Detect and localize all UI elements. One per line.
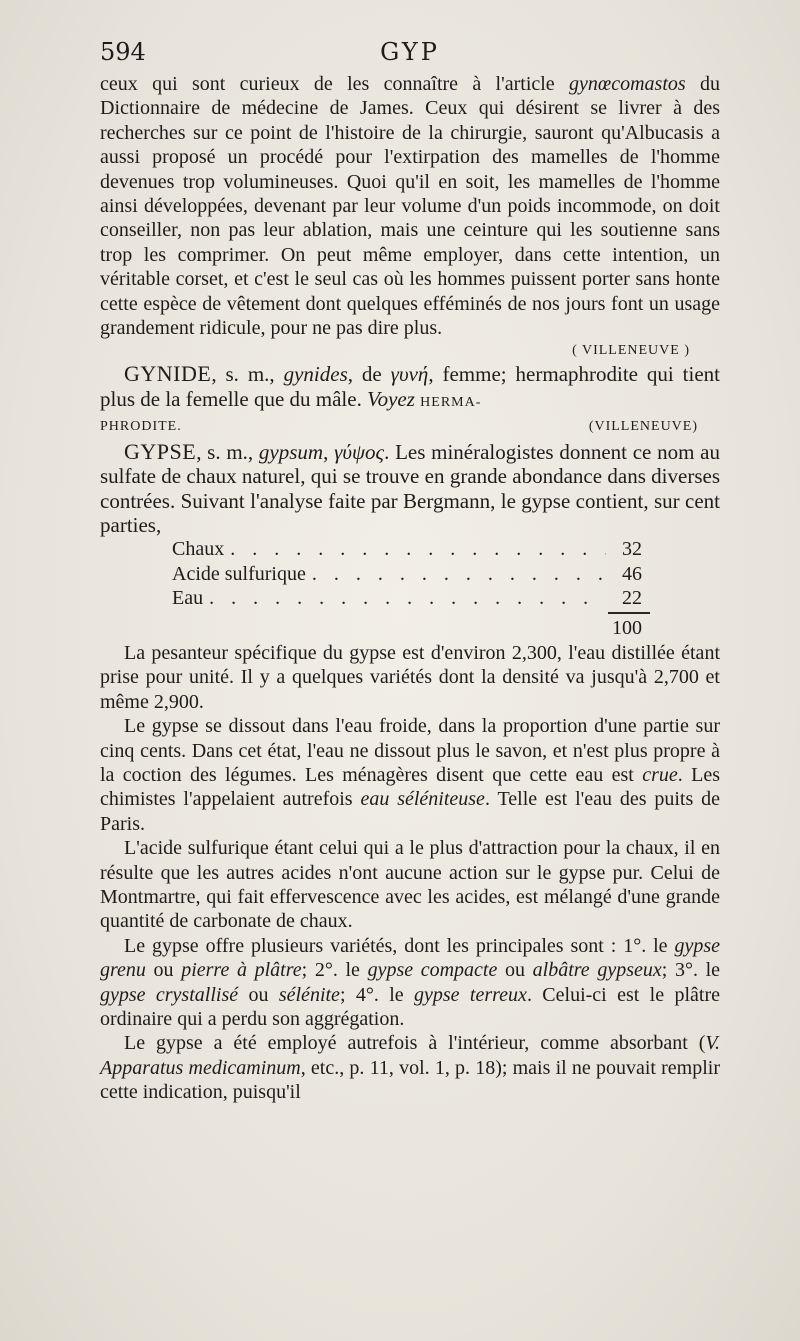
- entry-gypse: GYPSE, s. m., gypsum, γύψος. Les minéralogistes donnent ce nom au sulfate de chaux naturel, qui se trouve en grande abondance dans diverses contrées. Suivant l'analyse faite par Bergmann, le gypse contient, sur cent parties,: [100, 438, 721, 537]
- running-head: GYP: [380, 38, 440, 66]
- paragraph-usage: Le gypse a été employé autrefois à l'intérieur, comme absorbant (V. Apparatus medicaminum, etc., p. 11, vol. 1, p. 18); mais il ne pouvait remplir cette indication, puisqu'il: [100, 1032, 720, 1104]
- signature-villeneuve-2: (VILLENEUVE): [588, 419, 698, 435]
- composition-table: [172, 537, 642, 641]
- table-row: Acide sulfurique . . . 46: [172, 562, 642, 586]
- signature-villeneuve-1: ( VILLENEUVE ): [572, 343, 690, 359]
- paragraph-solubility: Le gypse se dissout dans l'eau froide, dans la proportion d'une partie sur cinq cents. Dans cet état, l'eau ne dissout plus le savon, et n'est plus propre à la coction des légumes. Les ménagères disent que cette eau est crue. Les chimistes l'appelaient autrefois eau séléniteuse. Telle est l'eau des puits de Paris.: [100, 715, 721, 835]
- page-header: [100, 38, 720, 70]
- table-row: Eau . . . 22: [172, 586, 642, 610]
- paragraph-density: La pesanteur spécifique du gypse est d'environ 2,300, l'eau distillée étant prise pour unité. Il y a quelques variétés dont la densité va jusqu'à 2,700 et même 2,900.: [100, 641, 720, 713]
- headword-gypse: GYPSE: [124, 438, 197, 464]
- headword-gynide: GYNIDE: [124, 361, 212, 387]
- entry-gynide: GYNIDE, s. m., gynides, de γυνή, femme; hermaphrodite qui tient plus de la femelle que du mâle. Voyez HERMA-: [100, 361, 721, 411]
- page-number: 594: [100, 38, 146, 66]
- paragraph-acids: L'acide sulfurique étant celui qui a le plus d'attraction pour la chaux, il en résulte que les autres acides n'ont aucune action sur le gypse pur. Celui de Montmartre, qui fait effervescence avec les acides, est mélangé d'une grande quantité de carbonate de chaux.: [100, 837, 720, 933]
- gynide-ref-line: PHRODITE. (VILLENEUVE): [100, 415, 720, 439]
- paragraph-varieties: Le gypse offre plusieurs variétés, dont les principales sont : 1°. le gypse grenu ou pierre à plâtre; 2°. le gypse compacte ou albâtre gypseux; 3°. le gypse crystallisé ou sélénite; 4°. le gypse terreux. Celui-ci est le plâtre ordinaire qui a perdu son aggrégation.: [100, 934, 721, 1030]
- table-total: 100: [612, 617, 642, 640]
- sum-rule: [608, 612, 650, 614]
- continued-paragraph: ceux qui sont curieux de les connaître à l'article gynœcomastos du Dictionnaire de médecine de James. Ceux qui désirent se livrer à des recherches sur ce point de l'histoire de la chirurgie, sauront qu'Albucasis a aussi proposé un procédé pour l'extirpation des mamelles de l'homme devenues trop volumineuses. Quoi qu'il en soit, les mamelles de l'homme ainsi développées, devenant par leur volume d'un poids incommode, on doit conseiller, non pas leur ablation, mais une ceinture qui les soutienne sans trop les comprimer. On peut même employer, dans cette intention, un véritable corset, et c'est le seul cas où les hommes puissent porter sans honte cette espèce de vêtement dont quelques efféminés de nos jours font un usage grandement ridicule, pour ne pas dire plus.: [100, 73, 720, 340]
- body-text: [100, 72, 720, 1105]
- table-row: Chaux . . . 32: [172, 537, 642, 561]
